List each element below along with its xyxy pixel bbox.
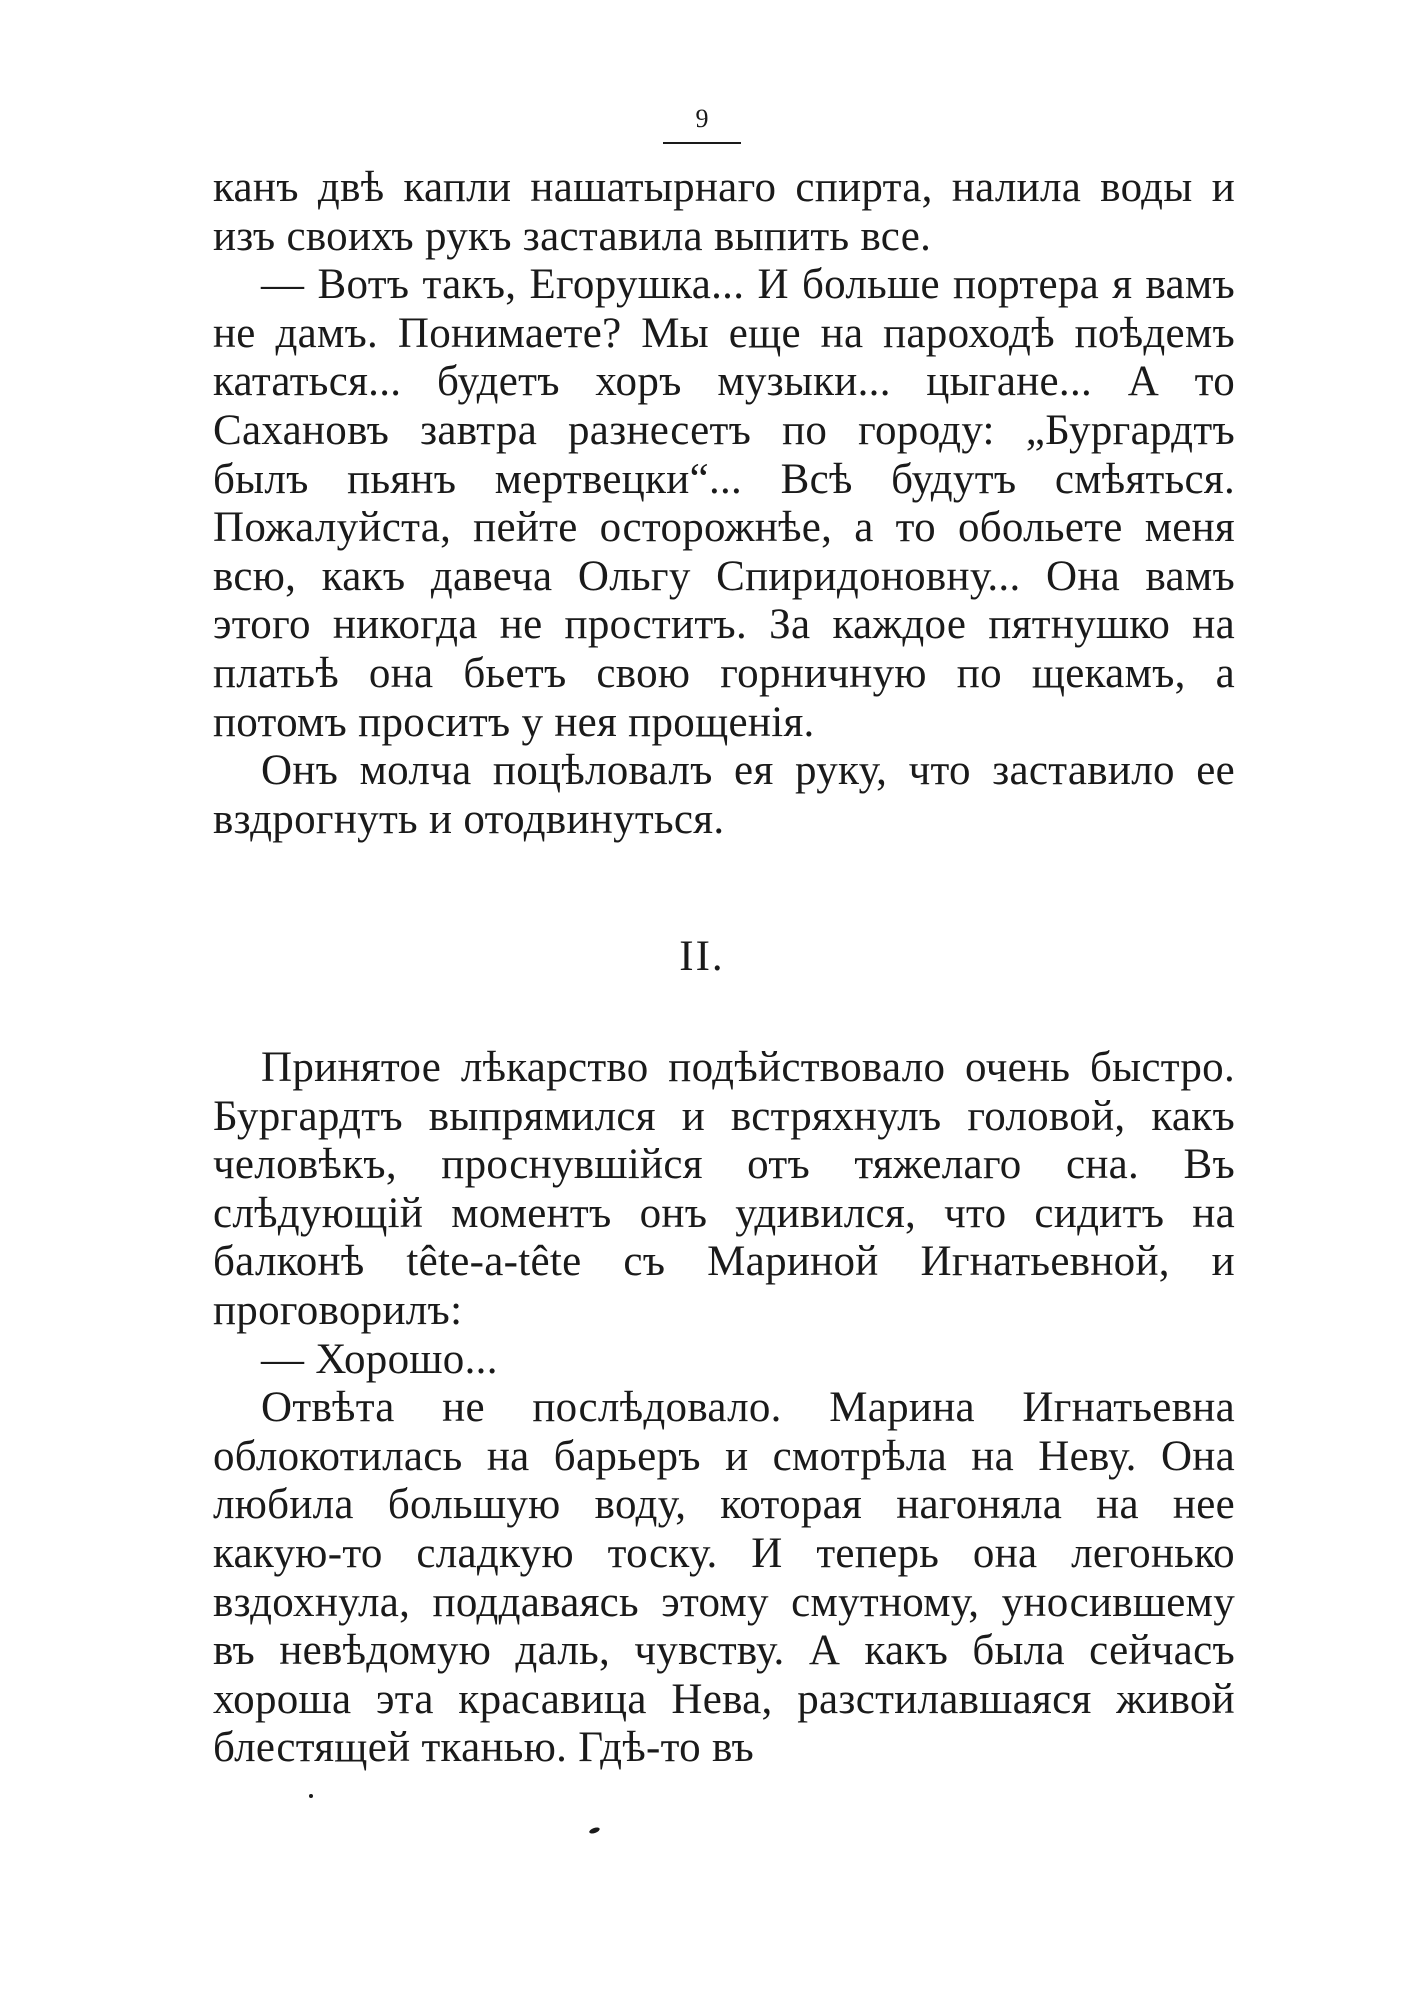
paragraph-dialogue: — Вотъ такъ, Егорушка... И больше портера я вамъ не дамъ. Понимаете? Мы еще на пароходѣ поѣдемъ кататься... будетъ хоръ музыки... цыгане... А то Сахановъ завтра разнесетъ по городу: „Бургардтъ былъ пьянъ мертвецки“... Всѣ будутъ смѣяться. Пожалуйста, пейте осторожнѣе, а то обольете меня всю, какъ давеча Ольгу Спиридоновну... Она вамъ этого никогда не проститъ. За каждое пятнушко на платьѣ она бьетъ свою горничную по щекамъ, а потомъ проситъ у нея прощенія.: [213, 261, 1235, 746]
ink-speck: [309, 1794, 313, 1798]
text-block-before: [213, 164, 1235, 844]
paragraph: Онъ молча поцѣловалъ ея руку, что заставило ее вздрогнуть и отодвинуться.: [213, 747, 1235, 843]
ink-speck: [588, 1826, 600, 1834]
page-number-rule: [663, 142, 741, 144]
paragraph: Принятое лѣкарство подѣйствовало очень быстро. Бургардтъ выпрямился и встряхнулъ головой, какъ человѣкъ, проснувшійся отъ тяжелаго сна. Въ слѣдующій моментъ онъ удивился, что сидитъ на балконѣ tête-a-tête съ Мариной Игнатьевной, и проговорилъ:: [213, 1044, 1235, 1334]
paragraph-continued: канъ двѣ капли нашатырнаго спирта, налила воды и изъ своихъ рукъ заставила выпить все.: [213, 164, 1235, 260]
chapter-heading: II.: [679, 933, 725, 980]
text-block-after: [213, 1044, 1235, 1773]
paragraph-dialogue: — Хорошо...: [261, 1335, 498, 1383]
page-number: 9: [695, 104, 709, 133]
paragraph: Отвѣта не послѣдовало. Марина Игнатьевна облокотилась на барьеръ и смотрѣла на Неву. Она любила большую воду, которая нагоняла на нее какую-то сладкую тоску. И теперь она легонько вздохнула, поддаваясь этому смутному, уносившему въ невѣдомую даль, чувству. А какъ была сейчасъ хороша эта красавица Нева, разстилавшаяся живой блестящей тканью. Гдѣ-то въ: [213, 1384, 1235, 1772]
